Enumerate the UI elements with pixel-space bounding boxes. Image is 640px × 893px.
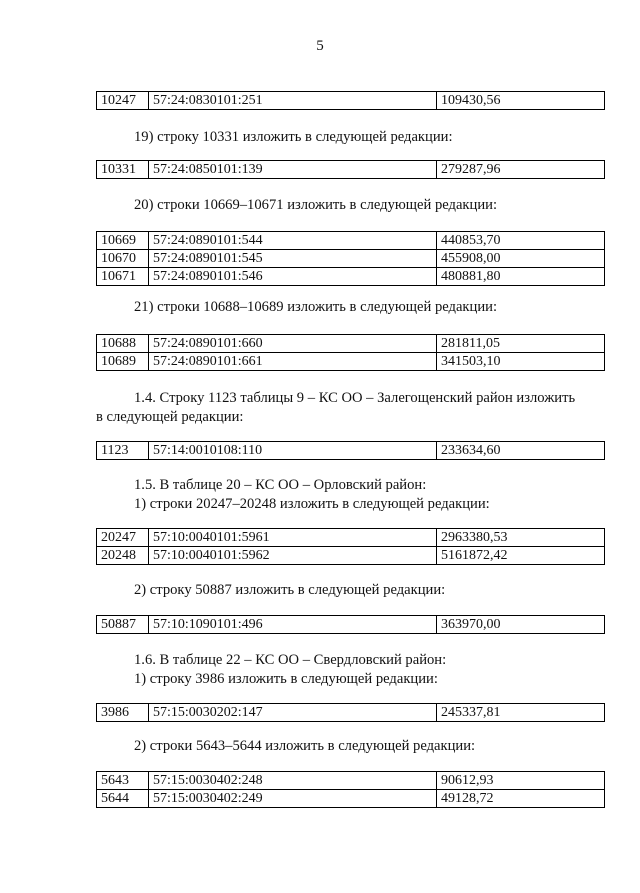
cadastral-number-cell: 57:24:0850101:139 (149, 161, 437, 179)
row-number-cell: 10247 (97, 92, 149, 110)
row-number-cell: 20247 (97, 529, 149, 547)
value-cell: 109430,56 (437, 92, 605, 110)
paragraph-line (96, 389, 606, 408)
paragraph-line (96, 670, 606, 689)
cadastral-number-cell: 57:24:0890101:544 (149, 232, 437, 250)
row-number-cell: 3986 (97, 704, 149, 722)
table-row (97, 232, 605, 250)
row-number-cell: 10689 (97, 353, 149, 371)
table-row (97, 529, 605, 547)
row-number-cell: 1123 (97, 442, 149, 460)
instruction-paragraph (96, 298, 606, 317)
row-number-cell: 5643 (97, 772, 149, 790)
paragraph-text: 2) строку 50887 изложить в следующей редакции: (134, 582, 446, 598)
cadastral-number-cell: 57:24:0890101:661 (149, 353, 437, 371)
cadastral-number-cell: 57:15:0030202:147 (149, 704, 437, 722)
paragraph-text: 19) строку 10331 изложить в следующей редакции: (134, 129, 453, 145)
value-cell: 233634,60 (437, 442, 605, 460)
table-row (97, 616, 605, 634)
row-number-cell: 10670 (97, 250, 149, 268)
cadastral-number-cell: 57:24:0890101:660 (149, 335, 437, 353)
paragraph-text: 20) строки 10669–10671 изложить в следующей редакции: (134, 197, 497, 213)
paragraph-line (96, 651, 606, 670)
page-number: 5 (316, 38, 324, 54)
value-cell: 49128,72 (437, 790, 605, 808)
value-cell: 480881,80 (437, 268, 605, 286)
value-cell: 455908,00 (437, 250, 605, 268)
paragraph-line (96, 196, 606, 215)
cadastral-table (96, 334, 605, 371)
cadastral-table (96, 771, 605, 808)
cadastral-number-cell: 57:15:0030402:249 (149, 790, 437, 808)
paragraph-line (96, 581, 606, 600)
cadastral-table (96, 528, 605, 565)
instruction-paragraph (96, 389, 606, 427)
value-cell: 2963380,53 (437, 529, 605, 547)
value-cell: 363970,00 (437, 616, 605, 634)
cadastral-number-cell: 57:10:0040101:5961 (149, 529, 437, 547)
instruction-paragraph (96, 581, 606, 600)
paragraph-text: 21) строки 10688–10689 изложить в следующей редакции: (134, 299, 497, 315)
table-row (97, 161, 605, 179)
cadastral-number-cell: 57:10:0040101:5962 (149, 547, 437, 565)
paragraph-text: 1.5. В таблице 20 – КС ОО – Орловский район: (134, 477, 427, 493)
row-number-cell: 10671 (97, 268, 149, 286)
cadastral-table (96, 615, 605, 634)
paragraph-text: 1) строку 3986 изложить в следующей редакции: (134, 671, 438, 687)
instruction-paragraph (96, 737, 606, 756)
table-row (97, 547, 605, 565)
cadastral-table (96, 441, 605, 460)
paragraph-line (96, 408, 606, 427)
table-row (97, 442, 605, 460)
paragraph-line (96, 298, 606, 317)
paragraph-line (96, 495, 606, 514)
cadastral-number-cell: 57:15:0030402:248 (149, 772, 437, 790)
table-row (97, 335, 605, 353)
cadastral-table (96, 703, 605, 722)
paragraph-line (96, 737, 606, 756)
row-number-cell: 50887 (97, 616, 149, 634)
cadastral-table (96, 91, 605, 110)
row-number-cell: 5644 (97, 790, 149, 808)
paragraph-text: 1.6. В таблице 22 – КС ОО – Свердловский район: (134, 652, 447, 668)
cadastral-table (96, 231, 605, 286)
paragraph-line (96, 476, 606, 495)
instruction-paragraph (96, 196, 606, 215)
row-number-cell: 10669 (97, 232, 149, 250)
value-cell: 90612,93 (437, 772, 605, 790)
table-row (97, 790, 605, 808)
table-row (97, 353, 605, 371)
instruction-paragraph (96, 651, 606, 689)
paragraph-text: 2) строки 5643–5644 изложить в следующей редакции: (134, 738, 476, 754)
value-cell: 279287,96 (437, 161, 605, 179)
value-cell: 341503,10 (437, 353, 605, 371)
cadastral-number-cell: 57:24:0890101:546 (149, 268, 437, 286)
value-cell: 5161872,42 (437, 547, 605, 565)
paragraph-text: в следующей редакции: (96, 409, 244, 425)
cadastral-table (96, 160, 605, 179)
table-row (97, 250, 605, 268)
row-number-cell: 10331 (97, 161, 149, 179)
paragraph-text: 1) строки 20247–20248 изложить в следующей редакции: (134, 496, 490, 512)
paragraph-line (96, 128, 606, 147)
paragraph-text: 1.4. Строку 1123 таблицы 9 – КС ОО – Залегощенский район изложить (134, 390, 576, 406)
row-number-cell: 10688 (97, 335, 149, 353)
cadastral-number-cell: 57:14:0010108:110 (149, 442, 437, 460)
row-number-cell: 20248 (97, 547, 149, 565)
cadastral-number-cell: 57:10:1090101:496 (149, 616, 437, 634)
value-cell: 281811,05 (437, 335, 605, 353)
instruction-paragraph (96, 476, 606, 514)
instruction-paragraph (96, 128, 606, 147)
value-cell: 245337,81 (437, 704, 605, 722)
table-row (97, 704, 605, 722)
table-row (97, 268, 605, 286)
value-cell: 440853,70 (437, 232, 605, 250)
table-row (97, 772, 605, 790)
cadastral-number-cell: 57:24:0830101:251 (149, 92, 437, 110)
table-row (97, 92, 605, 110)
cadastral-number-cell: 57:24:0890101:545 (149, 250, 437, 268)
